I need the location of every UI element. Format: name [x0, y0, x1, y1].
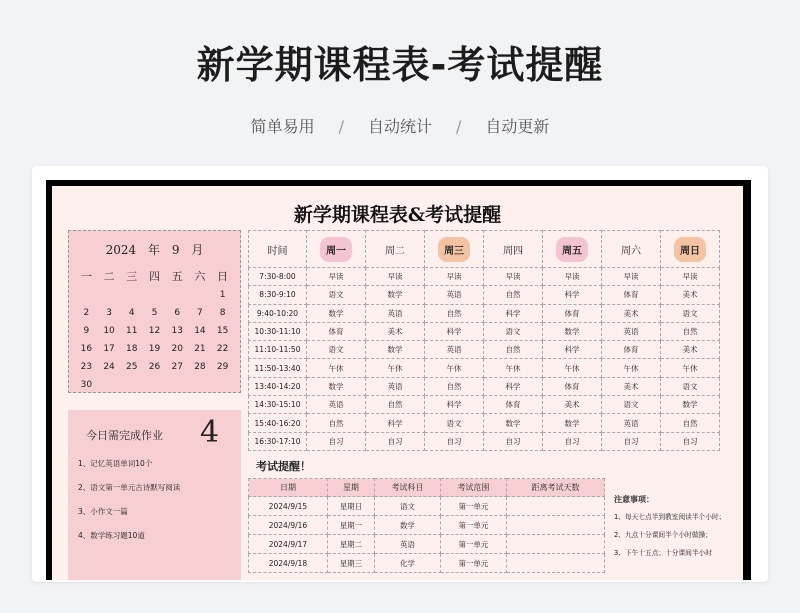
homework-panel: [68, 410, 241, 580]
day-header: [425, 231, 484, 268]
schedule-row: [249, 286, 720, 304]
class-cell: 自习: [425, 432, 484, 450]
class-cell: 语文: [307, 341, 366, 359]
class-cell: 自习: [602, 432, 661, 450]
class-cell: 英语: [425, 286, 484, 304]
calendar-day: [166, 288, 189, 302]
exam-cell: 第一单元: [440, 516, 506, 535]
calendar-month: 9: [171, 243, 180, 257]
calendar-weekday: 二: [103, 270, 115, 283]
exam-cell: 数学: [374, 516, 440, 535]
class-cell: 早读: [661, 268, 720, 286]
class-cell: 英语: [307, 396, 366, 414]
class-cell: 科学: [484, 377, 543, 395]
day-label: 周四: [503, 245, 523, 257]
homework-list: [78, 458, 180, 554]
time-slot: 16:30-17:10: [249, 432, 307, 450]
calendar-grid: [69, 270, 240, 392]
class-cell: 体育: [307, 322, 366, 340]
class-cell: 科学: [543, 286, 602, 304]
class-cell: 数学: [484, 414, 543, 432]
feature-tag: 简单易用: [250, 117, 315, 136]
homework-title: 今日需完成作业: [86, 429, 163, 442]
time-slot: 11:50-13:40: [249, 359, 307, 377]
exam-cell: 2024/9/15: [249, 497, 328, 516]
time-slot: 11:10-11:50: [249, 341, 307, 359]
calendar-day: 29: [216, 362, 229, 372]
exam-cell: 2024/9/16: [249, 516, 328, 535]
class-cell: 数学: [661, 396, 720, 414]
class-cell: 体育: [602, 341, 661, 359]
class-cell: 早读: [307, 268, 366, 286]
class-cell: 美术: [602, 304, 661, 322]
time-slot: 10:30-11:10: [249, 322, 307, 340]
exam-cell: 星期一: [327, 516, 374, 535]
day-label: 周五: [556, 237, 588, 262]
class-cell: 自然: [484, 286, 543, 304]
schedule-row: [249, 432, 720, 450]
exam-cell: 语文: [374, 497, 440, 516]
sheet-body: [52, 186, 743, 580]
day-label: 周六: [621, 245, 641, 257]
class-cell: 自习: [661, 432, 720, 450]
exam-header-row: [249, 479, 605, 497]
class-cell: 早读: [425, 268, 484, 286]
calendar-day: 10: [103, 326, 115, 336]
class-cell: 自习: [543, 432, 602, 450]
calendar-day: 12: [148, 326, 161, 336]
class-cell: 英语: [602, 322, 661, 340]
class-cell: 科学: [425, 322, 484, 340]
class-cell: 自然: [307, 414, 366, 432]
tag-separator: /: [456, 117, 462, 136]
class-cell: 午休: [543, 359, 602, 377]
exam-cell: [506, 554, 604, 573]
calendar-day: 27: [171, 362, 183, 372]
exam-cell: 2024/9/18: [249, 554, 328, 573]
calendar-day: 8: [219, 308, 226, 318]
day-header: [484, 231, 543, 268]
calendar-panel: [68, 230, 241, 393]
homework-count: 4: [200, 415, 220, 450]
note-item: 2、九点十分课间半个小时做操；: [614, 531, 712, 539]
exam-row: [249, 497, 605, 516]
calendar-day: 13: [171, 326, 183, 336]
schedule-table: [248, 230, 720, 451]
time-slot: 14:30-15:10: [249, 396, 307, 414]
exam-cell: 星期三: [327, 554, 374, 573]
exam-row: [249, 516, 605, 535]
exam-cell: 第一单元: [440, 497, 506, 516]
calendar-weekday: 五: [171, 270, 183, 283]
schedule-header-row: [249, 231, 720, 268]
calendar-day: 14: [194, 326, 206, 336]
calendar-weekday: 六: [194, 270, 206, 283]
note-item: 3、下午十五点；十分课间半小时: [614, 549, 712, 557]
calendar-year: 2024: [105, 243, 137, 257]
time-slot: 8:30-9:10: [249, 286, 307, 304]
class-cell: 数学: [366, 341, 425, 359]
class-cell: 语文: [661, 377, 720, 395]
schedule-row: [249, 377, 720, 395]
exam-cell: [506, 497, 604, 516]
exam-cell: 化学: [374, 554, 440, 573]
calendar-weekday: 三: [126, 270, 138, 283]
calendar-day: 30: [80, 380, 93, 390]
day-header: [661, 231, 720, 268]
class-cell: 科学: [366, 414, 425, 432]
homework-item: 3、小作文一篇: [78, 507, 128, 516]
class-cell: 自然: [425, 304, 484, 322]
class-cell: 自习: [366, 432, 425, 450]
class-cell: 体育: [602, 286, 661, 304]
homework-item: 2、语文第一单元古诗默写阅读: [78, 483, 181, 492]
schedule-row: [249, 396, 720, 414]
class-cell: 科学: [484, 304, 543, 322]
class-cell: 英语: [425, 341, 484, 359]
class-cell: 体育: [484, 396, 543, 414]
class-cell: 美术: [543, 396, 602, 414]
day-header: [366, 231, 425, 268]
exam-cell: 第一单元: [440, 554, 506, 573]
class-cell: 英语: [366, 304, 425, 322]
exam-table: [248, 478, 605, 573]
time-slot: 7:30-8:00: [249, 268, 307, 286]
class-cell: 美术: [366, 322, 425, 340]
class-cell: 语文: [661, 304, 720, 322]
class-cell: 数学: [543, 414, 602, 432]
homework-item: 1、记忆英语单词10个: [78, 459, 153, 468]
time-slot: 15:40-16:20: [249, 414, 307, 432]
class-cell: 数学: [366, 286, 425, 304]
calendar-day: 28: [194, 362, 206, 372]
calendar-day: 1: [219, 290, 226, 300]
class-cell: 自然: [366, 396, 425, 414]
class-cell: 午休: [484, 359, 543, 377]
calendar-weekday: 日: [217, 270, 229, 283]
calendar-day: [120, 288, 143, 302]
calendar-header: [69, 241, 240, 258]
day-header: [307, 231, 366, 268]
calendar-day: 21: [194, 344, 206, 354]
class-cell: 午休: [307, 359, 366, 377]
calendar-day: 11: [126, 326, 138, 336]
calendar-day: [143, 288, 166, 302]
day-header: [543, 231, 602, 268]
exam-cell: 2024/9/17: [249, 535, 328, 554]
exam-column-header: 考试科目: [374, 479, 440, 497]
class-cell: 自然: [661, 322, 720, 340]
exam-column-header: 考试范围: [440, 479, 506, 497]
exam-reminder-label: 考试提醒！: [256, 460, 311, 473]
calendar-day: 3: [106, 308, 112, 318]
schedule-row: [249, 304, 720, 322]
class-cell: 午休: [425, 359, 484, 377]
day-label: 周一: [320, 237, 352, 262]
calendar-day: 22: [216, 344, 229, 354]
calendar-month-unit: 月: [191, 243, 204, 257]
exam-cell: 星期日: [327, 497, 374, 516]
sheet-title: 新学期课程表&考试提醒: [293, 204, 502, 226]
class-cell: 午休: [366, 359, 425, 377]
class-cell: 体育: [543, 377, 602, 395]
notes-list: [614, 512, 738, 559]
notes-panel: [614, 494, 738, 566]
class-cell: 美术: [661, 286, 720, 304]
calendar-day: 26: [148, 362, 161, 372]
note-item: 1、每天七点半到教室阅读半个小时；: [614, 513, 726, 521]
class-cell: 语文: [425, 414, 484, 432]
feature-tags: [0, 114, 800, 137]
exam-cell: 第一单元: [440, 535, 506, 554]
class-cell: 英语: [366, 377, 425, 395]
homework-item: 4、数学练习题10道: [78, 531, 145, 540]
calendar-day: 2: [83, 308, 90, 318]
class-cell: 语文: [602, 396, 661, 414]
calendar-day: 19: [148, 344, 161, 354]
class-cell: 英语: [602, 414, 661, 432]
notes-title: 注意事项：: [614, 495, 654, 504]
class-cell: 自然: [484, 341, 543, 359]
class-cell: 午休: [661, 359, 720, 377]
class-cell: 科学: [543, 341, 602, 359]
day-label: 周二: [385, 245, 405, 257]
calendar-day: 24: [103, 362, 115, 372]
class-cell: 语文: [484, 322, 543, 340]
class-cell: 数学: [543, 322, 602, 340]
exam-row: [249, 554, 605, 573]
class-cell: 自习: [484, 432, 543, 450]
day-label: 周日: [674, 237, 706, 262]
class-cell: 早读: [602, 268, 661, 286]
page-title: 新学期课程表-考试提醒: [196, 43, 604, 87]
exam-cell: [506, 535, 604, 554]
class-cell: 语文: [307, 286, 366, 304]
exam-column-header: 星期: [327, 479, 374, 497]
class-cell: 体育: [543, 304, 602, 322]
day-label: 周三: [438, 237, 470, 262]
calendar-day: 15: [216, 326, 229, 336]
exam-cell: 英语: [374, 535, 440, 554]
class-cell: 数学: [307, 377, 366, 395]
day-header: [602, 231, 661, 268]
exam-row: [249, 535, 605, 554]
class-cell: 自然: [425, 377, 484, 395]
calendar-day: 25: [126, 362, 138, 372]
tag-separator: /: [338, 117, 344, 136]
calendar-day: 20: [171, 344, 183, 354]
feature-tag: 自动更新: [485, 117, 550, 136]
calendar-day: [75, 288, 98, 302]
spreadsheet-preview: [46, 180, 751, 580]
calendar-day: 23: [80, 362, 93, 372]
schedule-row: [249, 341, 720, 359]
calendar-day: 18: [126, 344, 138, 354]
schedule-row: [249, 359, 720, 377]
calendar-day: 5: [151, 308, 158, 318]
class-cell: 美术: [602, 377, 661, 395]
time-slot: 9:40-10:20: [249, 304, 307, 322]
calendar-weekday: 四: [148, 270, 160, 283]
exam-column-header: 日期: [249, 479, 328, 497]
exam-cell: 星期二: [327, 535, 374, 554]
class-cell: 早读: [543, 268, 602, 286]
time-slot: 13:40-14:20: [249, 377, 307, 395]
exam-cell: [506, 516, 604, 535]
schedule-row: [249, 322, 720, 340]
class-cell: 数学: [307, 304, 366, 322]
time-column-header: 时间: [249, 231, 307, 268]
class-cell: 午休: [602, 359, 661, 377]
calendar-day: 9: [83, 326, 90, 336]
schedule-row: [249, 414, 720, 432]
class-cell: 自然: [661, 414, 720, 432]
feature-tag: 自动统计: [367, 117, 432, 136]
calendar-year-unit: 年: [148, 243, 161, 257]
exam-column-header: 距离考试天数: [506, 479, 604, 497]
calendar-day: 16: [80, 344, 93, 354]
class-cell: 科学: [425, 396, 484, 414]
calendar-day: [98, 288, 121, 302]
schedule-row: [249, 268, 720, 286]
class-cell: 早读: [366, 268, 425, 286]
calendar-day: 7: [197, 308, 203, 318]
calendar-weekday: 一: [80, 270, 92, 283]
calendar-day: [189, 288, 212, 302]
calendar-day: 6: [174, 308, 181, 318]
calendar-day: 17: [103, 344, 115, 354]
calendar-day: 4: [128, 308, 135, 318]
class-cell: 美术: [661, 341, 720, 359]
class-cell: 早读: [484, 268, 543, 286]
class-cell: 自习: [307, 432, 366, 450]
